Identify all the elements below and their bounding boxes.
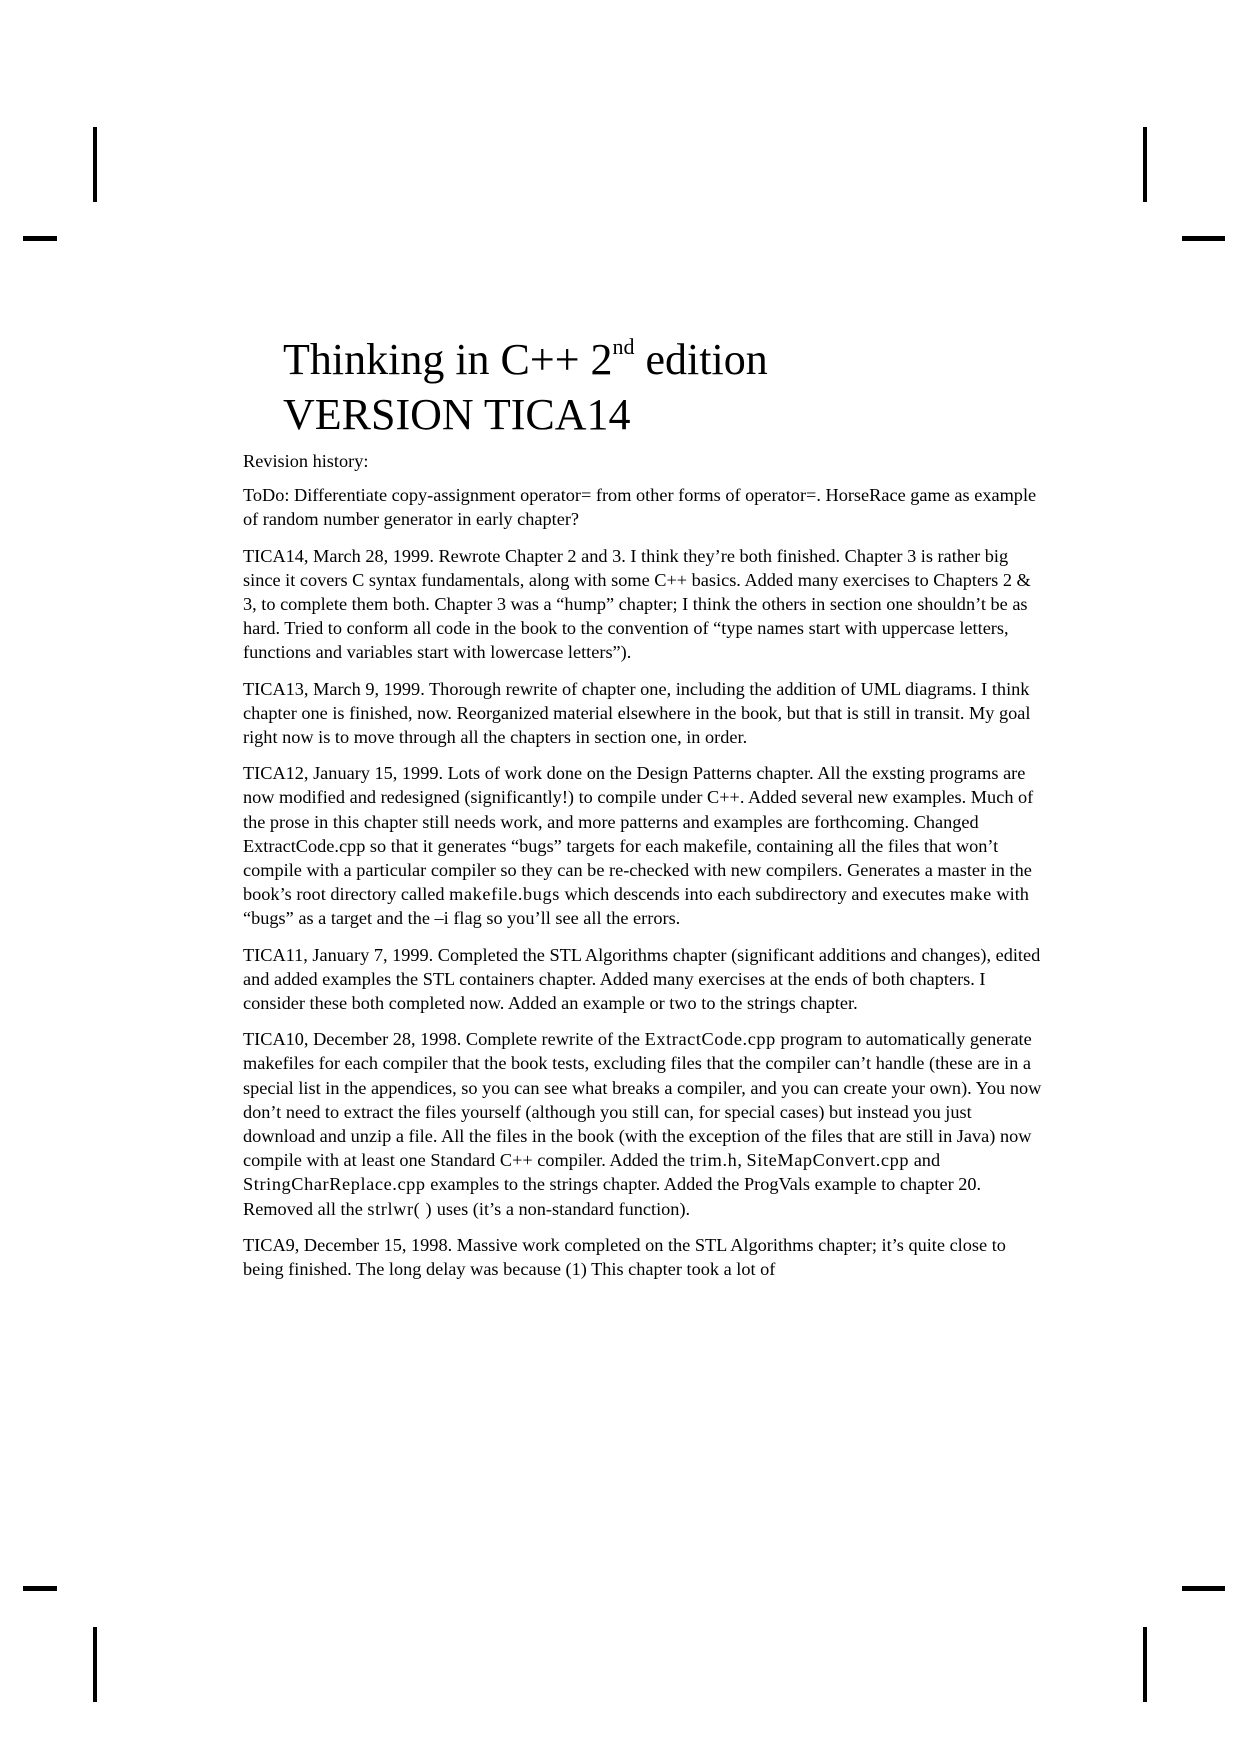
- revision-entry-tica13: TICA13, March 9, 1999. Thorough rewrite of chapter one, including the addition of UML diagrams. I think chapter one is finished, now. Reorganized material elsewhere in the book, but that is still in transit. My goal right now is to move through all the chapters in section one, in order.: [243, 678, 1031, 748]
- revision-history: [243, 449, 1043, 1293]
- code-extractcode: ExtractCode.cpp: [644, 1029, 776, 1050]
- crop-mark-top-right-vertical: [1143, 127, 1147, 202]
- crop-mark-bottom-left-vertical: [93, 1627, 97, 1702]
- todo-paragraph: ToDo: Differentiate copy-assignment operator= from other forms of operator=. HorseRace game as example of random number generator in early chapter?: [243, 485, 1037, 530]
- crop-mark-top-left-vertical: [93, 127, 97, 202]
- title-line-1: Thinking in C++ 2nd edition: [283, 334, 768, 384]
- code-strlwr: strlwr( ): [367, 1198, 433, 1219]
- revision-entry-tica9: TICA9, December 15, 1998. Massive work completed on the STL Algorithms chapter; it’s quite close to being finished. The long delay was because (1) This chapter took a lot of: [243, 1234, 1006, 1280]
- crop-mark-top-right-horizontal: [1182, 236, 1225, 241]
- crop-mark-bottom-left-horizontal: [23, 1586, 57, 1591]
- crop-mark-bottom-right-vertical: [1143, 1627, 1147, 1702]
- crop-mark-top-left-horizontal: [23, 236, 57, 241]
- code-trim-h: trim.h: [689, 1150, 738, 1171]
- revision-entry-tica12: TICA12, January 15, 1999. Lots of work done on the Design Patterns chapter. All the exsting programs are now modified and redesigned (significantly!) to compile under C++. Added several new examples. Much of the prose in this chapter still needs work, and more patterns and examples are forthcoming. Changed ExtractCode.cpp so that it generates “bugs” targets for each makefile, containing all the files that won’t compile with a particular compiler so they can be re-checked with new compilers. Generates a master in the book’s root directory called makefile.bugs which descends into each subdirectory and executes make with “bugs” as a target and the –i flag so you’ll see all the errors.: [243, 763, 1034, 929]
- section-label: Revision history:: [243, 451, 369, 471]
- document-title: [283, 336, 768, 439]
- code-stringcharreplace: StringCharReplace.cpp: [243, 1174, 426, 1195]
- ordinal-superscript: nd: [612, 334, 635, 359]
- crop-mark-bottom-right-horizontal: [1182, 1586, 1225, 1591]
- code-makefile-bugs: makefile.bugs: [449, 884, 560, 905]
- revision-entry-tica11: TICA11, January 7, 1999. Completed the STL Algorithms chapter (significant additions and changes), edited and added examples the STL containers chapter. Added many exercises at the ends of both chapters. I consider these both completed now. Added an example or two to the strings chapter.: [243, 944, 1041, 1014]
- code-make: make: [949, 884, 992, 905]
- revision-entry-tica10: TICA10, December 28, 1998. Complete rewrite of the ExtractCode.cpp program to automatically generate makefiles for each compiler that the book tests, excluding files that the compiler can’t handle (these are in a special list in the appendices, so you can see what breaks a compiler, and you can create your own). You now don’t need to extract the files yourself (although you still can, for special cases) but instead you just download and unzip a file. All the files in the book (with the exception of the files that are still in Java) now compile with at least one Standard C++ compiler. Added the trim.h, SiteMapConvert.cpp and StringCharReplace.cpp examples to the strings chapter. Added the ProgVals example to chapter 20. Removed all the strlwr( ) uses (it’s a non-standard function).: [243, 1029, 1042, 1219]
- code-sitemapconvert: SiteMapConvert.cpp: [746, 1150, 910, 1171]
- revision-entry-tica14: TICA14, March 28, 1999. Rewrote Chapter 2 and 3. I think they’re both finished. Chapter 3 is rather big since it covers C syntax fundamentals, along with some C++ basics. Added many exercises to Chapters 2 & 3, to complete them both. Chapter 3 was a “hump” chapter; I think the others in section one shouldn’t be as hard. Tried to conform all code in the book to the convention of “type names start with uppercase letters, functions and variables start with lowercase letters”).: [243, 545, 1031, 663]
- title-line-2: VERSION TICA14: [283, 390, 631, 439]
